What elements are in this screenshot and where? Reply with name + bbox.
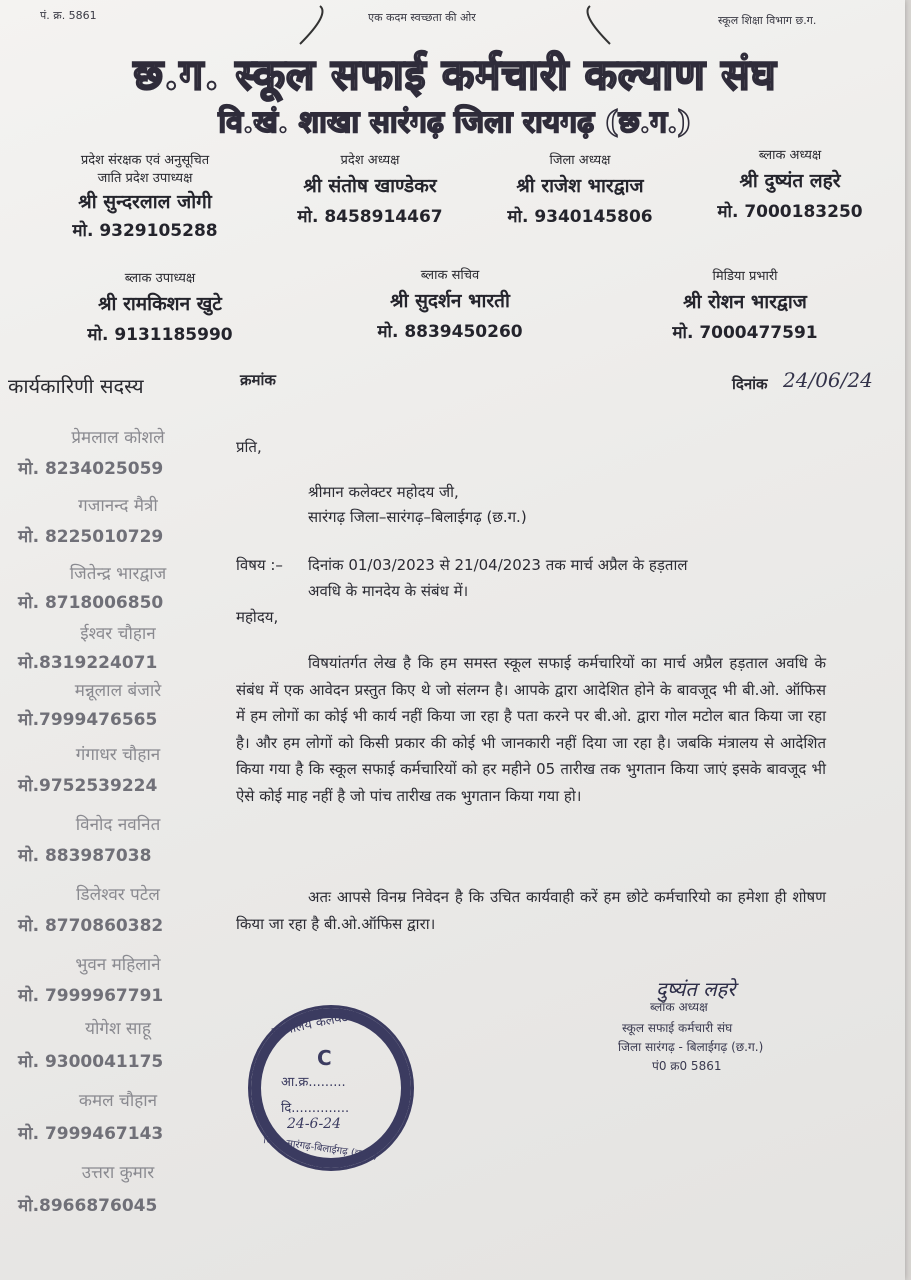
officer-card [60,268,260,345]
officer-card [645,266,845,343]
member-name: उत्तरा कुमार [81,1163,155,1183]
officer-mobile: मो. 7000183250 [717,202,863,222]
salutation: महोदय, [236,608,279,626]
member-name: प्रेमलाल कोशले [71,428,165,448]
member-name: गंगाधर चौहान [75,745,161,765]
list-item [18,952,218,1016]
list-item [18,812,218,882]
list-item [18,1016,218,1088]
stamp-mark: C [317,1046,332,1070]
officer-card [270,150,470,227]
officer-card [690,145,890,222]
subject-line-1: दिनांक 01/03/2023 से 21/04/2023 तक मार्च अप्रैल के हड़ताल [308,556,688,574]
officer-mobile: मो. 9131185990 [87,325,233,345]
member-mobile: मो.8966876045 [18,1196,158,1216]
stamp-top-text: कार्यालय कलेक्टर [270,1008,355,1041]
member-mobile: मो.9752539224 [18,776,158,796]
officer-mobile: मो. 8458914467 [297,207,443,227]
branch-name: वि.खं. शाखा सारंगढ़ जिला रायगढ़ (छ.ग.) [218,105,692,140]
officer-title: प्रदेश अध्यक्ष [340,153,400,168]
body-paragraph-1: विषयांतर्गत लेख है कि हम समस्त स्कूल सफाई कर्मचारियों का मार्च अप्रैल हड़ताल अवधि के संबंध में एक आवेदन प्रस्तुत किए थे जो संलग्न है। आपके द्वारा आदेशित होने के बावजूद भी बी.ओ. ऑफिस में हम लोगों का कोई भी कार्य नहीं किया जा रहा है पता करने पर बी.ओ. द्वारा गोल मटोल बात किया जा रहा है। और हम लोगों को किसी प्रकार की कोई भी जानकारी नहीं दिया जा रहा है। जबकि मंत्रालय से आदेशित किया गया है कि स्कूल सफाई कर्मचारियों को हर महीने 05 तारीख तक भुगतान किया जाएं इसके बावजूद भी ऐसे कोई माह नहीं है जो पांच तारीख तक भुगतान किया गया हो। [236,654,826,805]
officer-name: श्री रोशन भारद्वाज [683,291,807,313]
member-name: विनोद नवनित [75,815,161,835]
addressee-line-1: श्रीमान कलेक्टर महोदय जी, [308,483,459,501]
date-label: दिनांक [732,375,768,393]
organization-name: छ.ग. स्कूल सफाई कर्मचारी कल्याण संघ [133,50,777,99]
body-paragraph-2: अतः आपसे विनम्र निवेदन है कि उचित कार्यवाही करें हम छोटे कर्मचारियो का हमेशा ही शोषण किया जा रहा है बी.ओ.ऑफिस द्वारा। [236,888,826,933]
member-name: गजानन्द मैत्री [78,496,158,516]
signatory-reg-number: पं0 क्र0 5861 [652,1059,722,1073]
stamp-date: 24-6-24 [287,1116,341,1132]
subject-line-2: अवधि के मानदेय के संबंध में। [308,582,469,600]
officer-title: ब्लाक अध्यक्ष [758,148,822,163]
reference-number-label: क्रमांक [240,371,276,389]
officer-mobile: मो. 9329105288 [72,221,218,241]
recipient-prefix: प्रति, [236,438,262,456]
signature: दुष्यंत लहरे [656,977,736,1001]
member-name: ईश्वर चौहान [80,624,156,644]
broom-decoration-icon [290,4,620,46]
receipt-stamp [248,1005,414,1171]
slogan: एक कदम स्वच्छता की ओर [368,11,476,24]
member-mobile: मो.8319224071 [18,653,158,673]
signatory-organization: स्कूल सफाई कर्मचारी संघ [622,1021,733,1035]
signatory-location: जिला सारंगढ़ - बिलाईगढ़ (छ.ग.) [618,1040,764,1054]
officer-name: श्री सुदर्शन भारती [390,290,510,312]
member-mobile: मो. 8234025059 [18,459,164,479]
list-item [18,882,218,952]
signature-block [612,975,812,1074]
member-name: डिलेश्वर पटेल [76,885,160,905]
officer-name: श्री दुष्यंत लहरे [739,170,841,192]
date-value: 24/06/24 [783,368,873,392]
member-mobile: मो. 8225010729 [18,527,164,547]
officer-title: ब्लाक उपाध्यक्ष [124,271,196,286]
list-item [18,425,218,493]
stamp-inward-number: आ.क्र......... [281,1075,346,1090]
member-mobile: मो. 9300041175 [18,1052,164,1072]
stamp-bottom-text: जिला-सारंगढ़-बिलाईगढ़ (छ.ग.) [262,1135,379,1162]
member-mobile: मो.7999476565 [18,710,158,730]
member-mobile: मो. 8718006850 [18,593,164,613]
list-item [18,561,218,621]
list-item [18,1160,218,1228]
list-item [18,493,218,561]
addressee-line-2: सारंगढ़ जिला–सारंगढ़–बिलाईगढ़ (छ.ग.) [308,508,527,526]
officer-name: श्री सुन्दरलाल जोगी [78,191,212,213]
member-mobile: मो. 7999467143 [18,1124,164,1144]
member-name: भुवन महिलाने [75,955,161,975]
sidebar-heading: कार्यकारिणी सदस्य [8,374,144,398]
officer-name: श्री रामकिशन खुटे [98,293,222,315]
officer-card [30,150,260,241]
registration-number: पं. क्र. 5861 [40,9,97,22]
officer-title: ब्लाक सचिव [420,268,480,283]
list-item [18,621,218,678]
members-list [18,425,218,1228]
officer-mobile: मो. 9340145806 [507,207,653,227]
officer-card [350,265,550,342]
subject-label: विषय :– [236,556,283,574]
list-item [18,742,218,812]
member-name: जितेन्द्र भारद्वाज [69,564,167,584]
officer-card [480,150,680,227]
list-item [18,1088,218,1160]
officer-name: श्री संतोष खाण्डेकर [303,175,437,197]
member-mobile: मो. 7999967791 [18,986,164,1006]
stamp-date-field: दि.............. [281,1101,350,1116]
member-mobile: मो. 883987038 [18,846,152,866]
officer-title-line2: जाति प्रदेश उपाध्यक्ष [97,171,193,186]
member-name: कमल चौहान [78,1091,158,1111]
member-name: मन्नूलाल बंजारे [74,681,162,701]
officer-name: श्री राजेश भारद्वाज [516,175,644,197]
officer-title: प्रदेश संरक्षक एवं अनुसूचित [80,153,210,168]
officer-title: मिडिया प्रभारी [712,269,778,284]
list-item [18,678,218,742]
member-name: योगेश साहू [85,1019,151,1039]
member-mobile: मो. 8770860382 [18,916,164,936]
officer-mobile: मो. 7000477591 [672,323,818,343]
officer-title: जिला अध्यक्ष [549,153,611,168]
department: स्कूल शिक्षा विभाग छ.ग. [718,14,817,27]
officer-mobile: मो. 8839450260 [377,322,523,342]
signatory-designation: ब्लॉक अध्यक्ष [650,1000,708,1014]
